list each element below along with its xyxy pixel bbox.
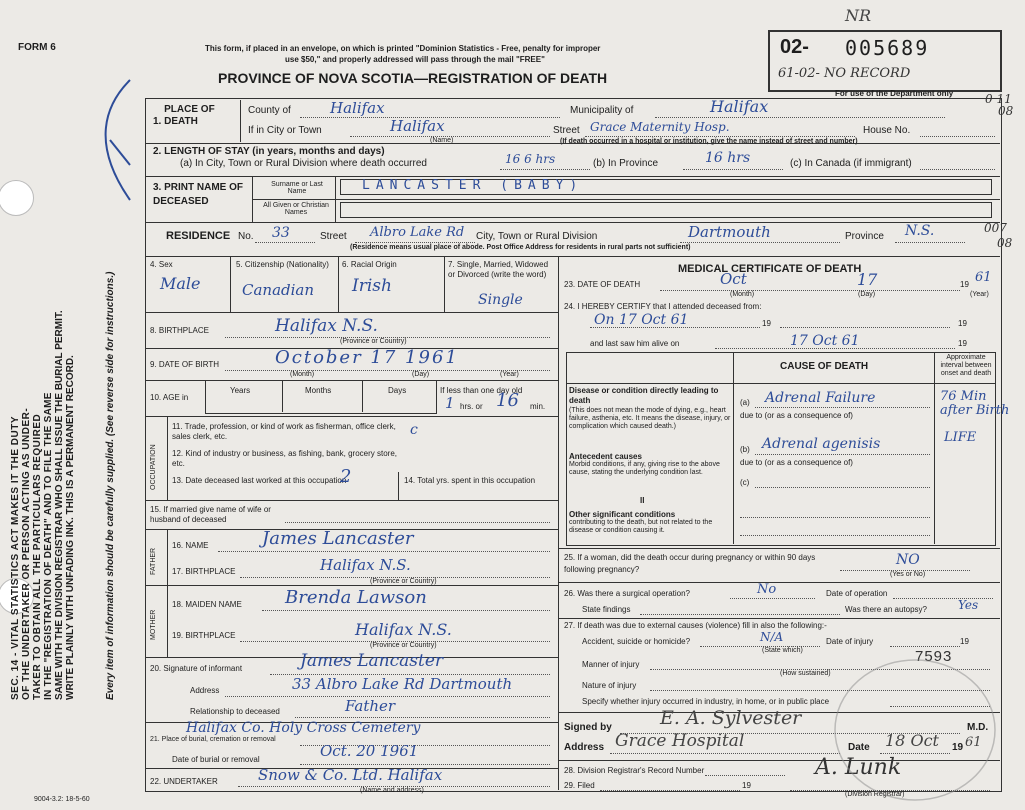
residence-city-value: Dartmouth <box>688 223 771 241</box>
col-div-4 <box>230 256 231 312</box>
q29-label: 29. Filed <box>564 781 595 790</box>
other-line-1 <box>740 517 930 518</box>
occupation-side-divider <box>167 416 168 500</box>
death-caption-month: (Month) <box>730 291 755 298</box>
autopsy-value: Yes <box>958 598 979 612</box>
accident-label: Accident, suicide or homicide? <box>582 637 691 646</box>
cause-c-label: (c) <box>740 478 750 487</box>
q25-caption: (Yes or No) <box>890 571 926 578</box>
cause-table-div-1 <box>733 352 734 544</box>
side-line-5: SAME WITH THE DIVISION REGISTRAR WHO SHALL ISSUE THE BURIAL PERMIT. <box>54 310 65 700</box>
rule-before-25 <box>558 548 1000 549</box>
header-notice-1: This form, if placed in an envelope, on which is printed "Dominion Statistics - Free, penalty for improper <box>205 44 601 53</box>
age-grid-div-2 <box>362 380 363 412</box>
state-findings-line <box>640 614 840 615</box>
main-split-rule <box>145 256 1000 257</box>
house-label: House No. <box>863 125 911 136</box>
age-min-value: 16 <box>496 390 519 411</box>
citizenship-value: Canadian <box>242 281 315 299</box>
age-months-label: Months <box>305 386 332 395</box>
registrar-caption: (Division Registrar) <box>845 791 905 798</box>
father-bp-caption: (Province or Country) <box>370 578 437 585</box>
surname-value: LANCASTER (BABY) <box>362 178 584 193</box>
occ13-mark: 2 <box>340 466 352 487</box>
burial-place-label: 21. Place of burial, cremation or removal <box>150 736 276 743</box>
residence-no-line <box>255 242 315 243</box>
birthplace-label: 8. BIRTHPLACE <box>150 326 209 335</box>
side-line-4: IN THE "REGISTRATION OF DEATH" AND TO FILE THE SAME <box>43 392 54 700</box>
spouse-label: 15. If married give name of wife or husband of deceased <box>150 505 271 524</box>
father-bp-value: Halifax N.S. <box>320 556 411 574</box>
age-days-label: Days <box>388 386 407 395</box>
cause-table-div-2 <box>934 352 935 544</box>
relationship-label: Relationship to deceased <box>190 707 280 716</box>
mother-bp-label: 19. BIRTHPLACE <box>172 631 236 640</box>
death-date-year: 61 <box>975 270 992 285</box>
rule-after-10 <box>145 416 558 417</box>
registrar-signature: A. Lunk <box>815 755 902 780</box>
sec2-b-label: (b) In Province <box>593 158 659 169</box>
residence-note: (Residence means usual place of abode. Post Office Address for residents in rural parts not sufficient) <box>350 244 691 251</box>
rule-after-4 <box>145 312 558 313</box>
attended-from-year: 19 <box>762 319 771 328</box>
occ13-label: 13. Date deceased last worked at this occupation <box>172 476 347 485</box>
signed-address-label: Address <box>564 742 605 753</box>
cause-a-interval: 76 Min after Birth <box>940 389 1010 418</box>
signed-year-value: 61 <box>965 735 982 750</box>
signed-date-label: Date <box>848 742 870 753</box>
death-caption-year: (Year) <box>970 291 989 298</box>
marital-label: 7. Single, Married, Widowed or Divorced (write the word) <box>448 260 549 279</box>
cause-title: CAUSE OF DEATH <box>780 361 869 372</box>
signed-date-value: 18 Oct <box>885 731 939 750</box>
house-line <box>920 136 995 137</box>
injury-date-line <box>890 646 960 647</box>
rule-after-father <box>145 585 558 586</box>
residence-province-line <box>895 242 965 243</box>
q26-label: 26. Was there a surgical operation? <box>564 589 690 598</box>
cause-b-label: (b) <box>740 445 750 454</box>
street-line <box>585 136 855 137</box>
residence-street-line <box>355 242 475 243</box>
attended-to-line <box>780 327 950 328</box>
surname-label: Surname or Last Name <box>271 181 323 195</box>
informant-value: James Lancaster <box>300 651 444 671</box>
last-saw-value: 17 Oct 61 <box>790 333 860 349</box>
birthplace-caption: (Province or Country) <box>340 338 407 345</box>
sec2-a-line <box>500 169 590 170</box>
immediate-note: (This does not mean the mode of dying, e.g., heart failure, asthenia, etc. It means the disease, injury, or complication which caused death.) <box>569 407 731 430</box>
dept-use-caption: For use of the Department only <box>835 89 954 98</box>
racial-value: Irish <box>352 276 392 296</box>
residence-label: RESIDENCE <box>166 230 231 242</box>
county-value: Halifax <box>330 99 385 117</box>
age-hrs-value: 1 <box>445 394 455 412</box>
burial-date-line <box>300 764 550 765</box>
how-sustained-caption: (How sustained) <box>780 670 831 677</box>
dob-caption-month: (Month) <box>290 371 315 378</box>
filed-year: 19 <box>742 781 751 790</box>
age-years-label: Years <box>230 386 251 395</box>
given-cells <box>340 202 992 218</box>
mother-bp-caption: (Province or Country) <box>370 642 437 649</box>
registration-number: 005689 <box>845 36 930 60</box>
death-date-day: 17 <box>857 270 878 289</box>
death-date-label: 23. DATE OF DEATH <box>564 280 641 289</box>
given-label: All Given or Christian Names <box>263 202 329 216</box>
cause-b-line <box>755 454 930 455</box>
q28-label: 28. Division Registrar's Record Number <box>564 766 705 775</box>
last-saw-label: and last saw him alive on <box>590 339 680 348</box>
q25-answer: NO <box>896 552 920 568</box>
burial-date-label: Date of burial or removal <box>172 755 260 764</box>
accident-value: N/A <box>760 630 784 644</box>
cause-a-line <box>755 407 930 408</box>
sec2-c-label: (c) In Canada (if immigrant) <box>790 158 912 169</box>
sec2-top-rule <box>145 143 1000 144</box>
hospital-note: (If death occurred in a hospital or institution, give the name instead of street and number) <box>560 138 858 145</box>
q25-label: 25. If a woman, did the death occur during pregnancy or within 90 days following pregnancy? <box>564 553 816 574</box>
father-bp-label: 17. BIRTHPLACE <box>172 567 236 576</box>
citizenship-label: 5. Citizenship (Nationality) <box>236 260 329 269</box>
municipality-line <box>655 117 945 118</box>
side-line-2: OF THE UNDERTAKER OR PERSON ACTING AS UNDER- <box>21 407 32 700</box>
registration-prefix: 02- <box>780 36 809 58</box>
street-value: Grace Maternity Hosp. <box>590 120 730 134</box>
racial-label: 6. Racial Origin <box>342 260 397 269</box>
city-caption: (Name) <box>430 137 454 144</box>
age-label: 10. AGE in <box>150 393 189 402</box>
sec2-b-line <box>683 169 783 170</box>
cause-a-label: (a) <box>740 398 750 407</box>
residence-city-line <box>680 242 840 243</box>
registration-note: 61-02- NO RECORD <box>778 66 911 81</box>
signed-value: E. A. Sylvester <box>660 707 802 729</box>
col-div-6 <box>444 256 445 312</box>
occ11-label: 11. Trade, profession, or kind of work as fisherman, office clerk, sales clerk, etc. <box>172 422 396 441</box>
rule-after-occ <box>145 500 558 501</box>
antecedent-note: Morbid conditions, if any, giving rise to the above cause, stating the underlying condition last. <box>569 461 720 476</box>
mother-maiden-value: Brenda Lawson <box>285 587 427 608</box>
sec3-mid-rule <box>252 199 1000 200</box>
undertaker-label: 22. UNDERTAKER <box>150 777 218 786</box>
antecedent-label: Antecedent causes <box>569 452 642 461</box>
sec1-title: PLACE OF DEATH <box>164 104 215 127</box>
residence-street-label: Street <box>320 231 347 242</box>
mother-bp-value: Halifax N.S. <box>355 620 452 639</box>
burial-place-value: Halifax Co. Holy Cross Cemetery <box>186 720 421 736</box>
stamp-icon <box>830 655 1000 805</box>
father-name-value: James Lancaster <box>262 528 414 549</box>
signed-address-value: Grace Hospital <box>615 731 745 751</box>
age-hrs-label: hrs. or <box>460 402 483 411</box>
state-findings-label: State findings <box>582 605 631 614</box>
birthplace-value: Halifax N.S. <box>275 316 378 336</box>
informant-label: 20. Signature of informant <box>150 664 243 673</box>
dob-label: 9. DATE OF BIRTH <box>150 360 220 369</box>
pen-mark-icon <box>90 70 140 210</box>
side-line-3: TAKER TO OBTAIN ALL THE PARTICULARS REQUIRED <box>32 413 43 700</box>
rule-before-27 <box>558 618 1000 619</box>
dob-caption-day: (Day) <box>412 371 430 378</box>
sec3-label: 3. PRINT NAME OF DECEASED <box>153 182 244 207</box>
due-to-a: due to (or as a consequence of) <box>740 411 853 420</box>
residence-province-label: Province <box>845 231 884 242</box>
due-to-b: due to (or as a consequence of) <box>740 458 853 467</box>
state-which-caption: (State which) <box>762 647 803 654</box>
spouse-line <box>285 522 550 523</box>
occupation-side-label: OCCUPATION <box>150 444 157 490</box>
rule-before-26 <box>558 582 1000 583</box>
margin-code-b: 08 <box>998 104 1014 118</box>
form-id: FORM 6 <box>18 42 56 53</box>
age-less-label: If less than one day old <box>440 386 523 395</box>
relationship-line <box>295 717 550 718</box>
q29-line <box>600 790 740 791</box>
city-label: If in City or Town <box>248 125 322 136</box>
death-date-line <box>660 290 960 291</box>
sec2-c-line <box>920 169 995 170</box>
sec2-b-value: 16 hrs <box>705 150 751 166</box>
other-label: Other significant conditions <box>569 510 676 519</box>
mother-maiden-label: 18. MAIDEN NAME <box>172 600 242 609</box>
nature-label: Nature of injury <box>582 681 637 690</box>
manner-value: 7593 <box>915 648 953 665</box>
injury-year-prefix: 19 <box>960 637 969 646</box>
autopsy-label: Was there an autopsy? <box>845 605 927 614</box>
residence-province-value: N.S. <box>905 223 935 239</box>
county-label: County of <box>248 105 291 116</box>
cause-a-value: Adrenal Failure <box>765 390 876 406</box>
margin-code-c: 007 <box>984 221 1007 235</box>
sex-value: Male <box>160 274 201 293</box>
q27-label: 27. If death was due to external causes (violence) fill in also the following:- <box>564 621 827 630</box>
other-line-2 <box>740 535 930 536</box>
print-code: 9004-3.2: 18-5-60 <box>34 796 90 803</box>
municipality-label: Municipality of <box>570 105 634 116</box>
side-line-1: SEC. 14 - VITAL STATISTICS ACT MAKES IT THE DUTY <box>10 415 21 700</box>
center-divider <box>558 256 559 790</box>
relationship-value: Father <box>345 697 396 715</box>
margin-code-d: 08 <box>997 236 1013 250</box>
occ11-mark: c <box>410 422 418 438</box>
residence-street-value: Albro Lake Rd <box>370 225 465 240</box>
signed-address-line <box>610 753 840 754</box>
municipality-value: Halifax <box>710 97 769 116</box>
injury-date-label: Date of injury <box>826 637 874 646</box>
q26-answer: No <box>757 582 777 597</box>
father-side-label: FATHER <box>150 547 157 575</box>
q28-line <box>705 775 785 776</box>
margin-code-a: 0 11 <box>985 92 1012 106</box>
residence-no-label: No. <box>238 231 254 242</box>
sec1-num: 1. <box>153 116 162 127</box>
occ12-label: 12. Kind of industry or business, as fishing, bank, grocery store, etc. <box>172 449 398 468</box>
age-min-label: min. <box>530 402 546 411</box>
street-label: Street <box>553 125 580 136</box>
sec2-label: 2. LENGTH OF STAY (in years, months and days) <box>153 146 385 157</box>
signed-label: Signed by <box>564 722 612 733</box>
interval-title: Approximate interval between onset and death <box>940 354 992 377</box>
death-year-prefix: 19 <box>960 280 969 289</box>
manner-label: Manner of injury <box>582 660 640 669</box>
sec2-a-value: 16 6 hrs <box>505 152 556 166</box>
signed-year-prefix: 19 <box>952 742 964 753</box>
sec1-divider <box>240 100 241 142</box>
death-date-month: Oct <box>720 270 747 288</box>
ii-label: II <box>640 496 645 505</box>
last-saw-year: 19 <box>958 339 967 348</box>
residence-city-label: City, Town or Rural Division <box>476 231 598 242</box>
father-side-divider <box>167 529 168 585</box>
other-note: contributing to the death, but not related to the disease or condition causing it. <box>569 519 713 534</box>
address-value: 33 Albro Lake Rd Dartmouth <box>292 675 513 693</box>
marital-value: Single <box>478 292 523 308</box>
header-notice-2: use $50," and properly addressed will pass through the mail "FREE" <box>285 55 545 64</box>
sex-label: 4. Sex <box>150 260 173 269</box>
occ14-label: 14. Total yrs. spent in this occupation <box>404 476 536 485</box>
cause-b-interval: LIFE <box>944 430 977 445</box>
mother-side-divider <box>167 585 168 657</box>
dob-caption-year: (Year) <box>500 371 519 378</box>
cause-b-value: Adrenal agenisis <box>762 436 881 452</box>
residence-no-value: 33 <box>272 225 290 241</box>
cause-c-line <box>755 487 930 488</box>
dob-value: October 17 1961 <box>275 347 459 368</box>
form-title: PROVINCE OF NOVA SCOTIA—REGISTRATION OF DEATH <box>218 70 608 86</box>
md-label: M.D. <box>967 722 989 733</box>
attended-to-year: 19 <box>958 319 967 328</box>
mother-maiden-line <box>262 610 550 611</box>
death-caption-day: (Day) <box>858 291 876 298</box>
col-div-5 <box>338 256 339 312</box>
immediate-label: Disease or condition directly leading to death <box>569 386 719 405</box>
sec2-a-label: (a) In City, Town or Rural Division where death occurred <box>180 158 427 169</box>
city-value: Halifax <box>390 117 445 135</box>
burial-date-value: Oct. 20 1961 <box>320 742 419 760</box>
q26-line <box>730 598 815 599</box>
op-date-label: Date of operation <box>826 589 888 598</box>
father-name-line <box>218 551 550 552</box>
age-grid-div-1 <box>282 380 283 412</box>
father-name-label: 16. NAME <box>172 541 209 550</box>
cause-table-header-rule <box>566 383 996 384</box>
side-line-7: Every item of information should be carefully supplied. (See reverse side for instructions.) <box>105 271 116 700</box>
mother-side-label: MOTHER <box>150 609 157 640</box>
certify-label: 24. I HEREBY CERTIFY that I attended deceased from: <box>564 302 762 311</box>
undertaker-value: Snow & Co. Ltd. Halifax <box>258 766 443 784</box>
specify-label: Specify whether injury occurred in industry, in home, or in public place <box>582 697 830 706</box>
attended-from-value: On 17 Oct 61 <box>594 312 689 328</box>
address-label: Address <box>190 686 220 695</box>
sec1-label <box>153 104 224 128</box>
side-line-6: WRITE PLAINLY WITH UNFADING INK. THIS IS A PERMANENT RECORD. <box>65 355 76 700</box>
top-corner-note: NR <box>845 6 872 25</box>
side-instructions <box>10 180 130 700</box>
sec3-bottom-rule <box>145 222 1000 223</box>
sec3-top-rule <box>145 176 1000 177</box>
undertaker-caption: (Name and address) <box>360 787 424 794</box>
medical-title: MEDICAL CERTIFICATE OF DEATH <box>678 263 862 275</box>
